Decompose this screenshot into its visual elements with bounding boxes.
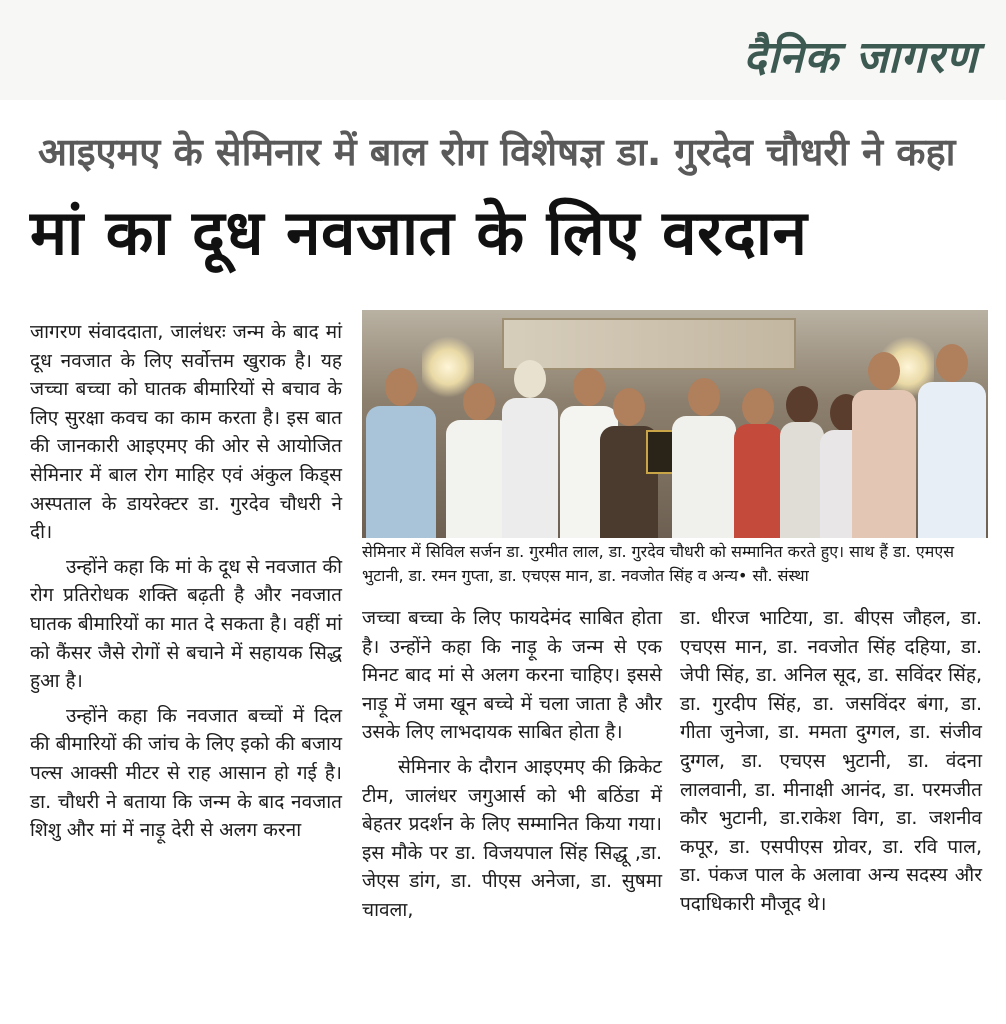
article-photo bbox=[362, 310, 988, 538]
masthead bbox=[0, 0, 1006, 100]
person bbox=[366, 368, 436, 538]
article-kicker: आइएमए के सेमिनार में बाल रोग विशेषज्ञ डा. गुरदेव चौधरी ने कहा bbox=[38, 130, 956, 174]
article-column-3 bbox=[680, 604, 982, 919]
paragraph: सेमिनार के दौरान आइएमए की क्रिकेट टीम, जालंधर जगुआर्स को भी बठिंडा में बेहतर प्रदर्शन के लिए सम्मानित किया गया। इस मौके पर डा. विजयपाल सिंह सिद्धू ,डा. जेएस डांग, डा. पीएस अनेजा, डा. सुषमा चावला, bbox=[362, 755, 662, 921]
person bbox=[780, 386, 824, 538]
article-column-1 bbox=[30, 318, 342, 845]
paragraph: उन्होंने कहा कि नवजात बच्चों में दिल की बीमारियों की जांच के लिए इको की बजाय पल्स आक्सी मीटर से राह आसान हो गई है। डा. चौधरी ने बताया कि जन्म के बाद नवजात शिशु और मां में नाड़ू देरी से अलग करना bbox=[30, 704, 342, 842]
paragraph: डा. धीरज भाटिया, डा. बीएस जौहल, डा. एचएस मान, डा. नवजोत सिंह दहिया, डा. जेपी सिंह, डा. अनिल सूद, डा. सविंदर सिंह, डा. गुरदीप सिंह, डा. जसविंदर बंगा, डा. गीता जुनेजा, डा. ममता दुग्गल, डा. संजीव दुग्गल, डा. एचएस भुटानी, डा. वंदना लालवानी, डा. मीनाक्षी आनंद, डा. परमजीत कौर भुटानी, डा.राकेश विग, डा. जशनीव कपूर, डा. एसपीएस ग्रोवर, डा. रवि पाल, डा. पंकज पाल के अलावा अन्य सदस्य और पदाधिकारी मौजूद थे। bbox=[680, 607, 982, 915]
photo-caption: सेमिनार में सिविल सर्जन डा. गुरमीत लाल, डा. गुरदेव चौधरी को सम्मानित करते हुए। साथ हैं डा. एमएस भुटानी, डा. रमन गुप्ता, डा. एचएस मान, डा. नवजोत सिंह व अन्य• सौ. संस्था bbox=[362, 542, 955, 585]
person bbox=[734, 388, 782, 538]
newspaper-logo: दैनिक जागरण bbox=[743, 32, 978, 83]
paragraph: उन्होंने कहा कि मां के दूध से नवजात की रोग प्रतिरोधक शक्ति बढ़ती है और नवजात घातक बीमारियों का मात दे सकता है। वहीं मां को कैंसर जैसे रोगों से बचाने में सहायक सिद्ध हुआ है। bbox=[30, 555, 342, 693]
person bbox=[918, 344, 986, 538]
person bbox=[502, 360, 558, 538]
article-headline: मां का दूध नवजात के लिए वरदान bbox=[30, 196, 808, 269]
article-column-2 bbox=[362, 604, 662, 925]
paragraph: जागरण संवाददाता, जालंधरः जन्म के बाद मां दूध नवजात के लिए सर्वोत्तम खुराक है। यह जच्चा बच्चा को घातक बीमारियों से बचाव के लिए सुरक्षा कवच का काम करता है। इस बात की जानकारी आइएमए की ओर से आयोजित सेमिनार में बाल रोग माहिर एवं अंकुल किड्स अस्पताल के डायरेक्टर डा. गुरदेव चौधरी ने दी। bbox=[30, 321, 342, 544]
award-plaque bbox=[646, 430, 674, 474]
person bbox=[672, 378, 736, 538]
person bbox=[852, 352, 916, 538]
paragraph: जच्चा बच्चा के लिए फायदेमंद साबित होता है। उन्होंने कहा कि नाड़ू के जन्म से एक मिनट बाद मां से अलग करना चाहिए। इससे नाड़ू में जमा खून बच्चे में चला जाता है और उसके लिए लाभदायक साबित होता है। bbox=[362, 607, 662, 744]
